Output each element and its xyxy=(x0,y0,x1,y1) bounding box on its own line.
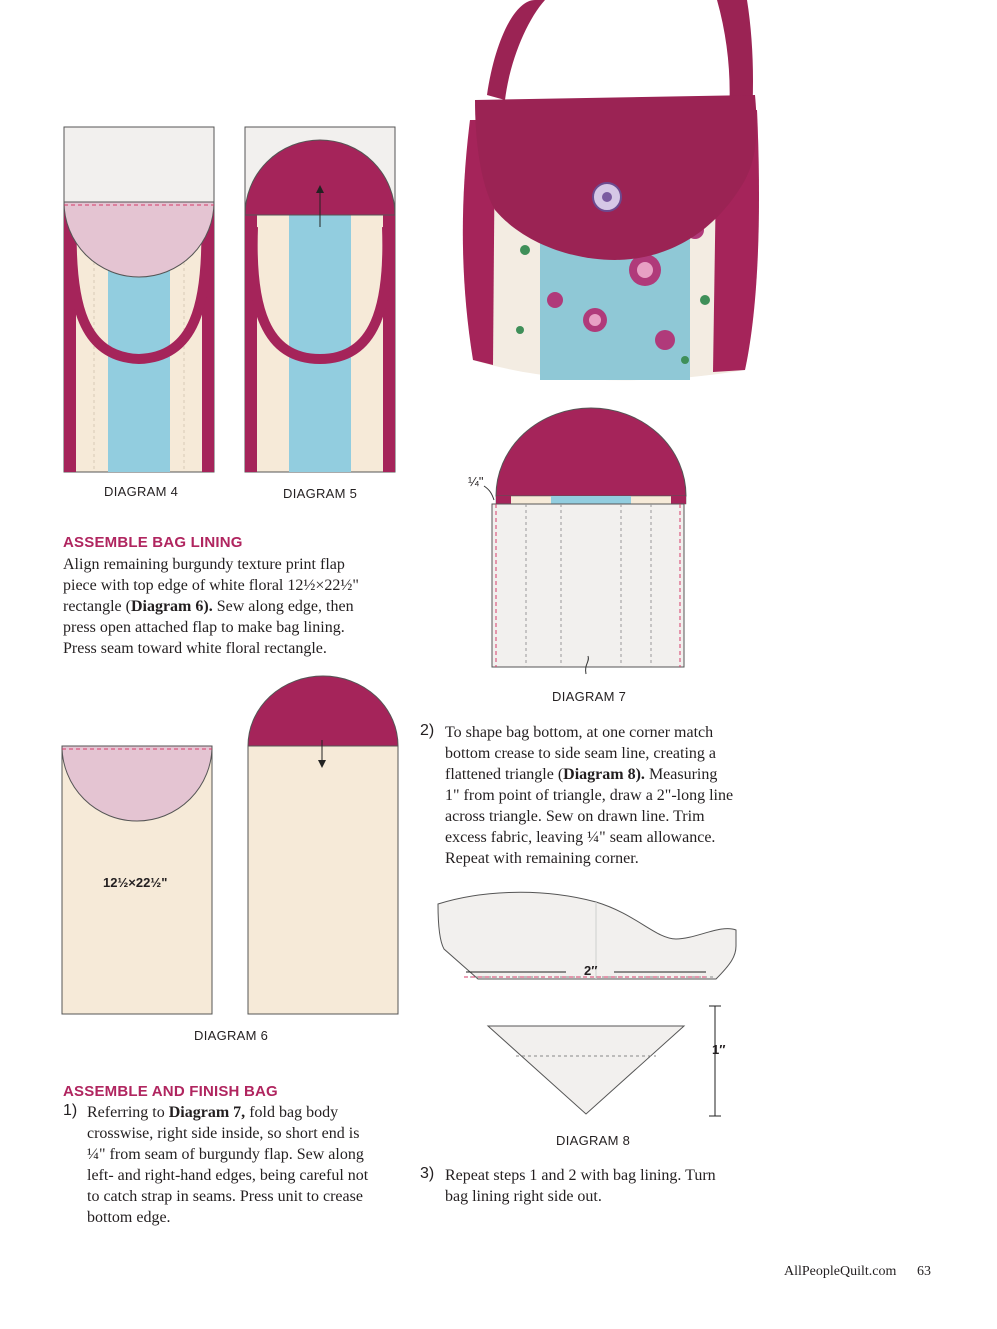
step-1-line-3: ¼" from seam of burgundy flap. Sew along xyxy=(87,1146,364,1163)
lining-line-4: press open attached flap to make bag lining. xyxy=(63,619,345,636)
step-1-line-6: bottom edge. xyxy=(87,1209,171,1226)
step-2-line-6: excess fabric, leaving ¼" seam allowance. xyxy=(445,829,716,846)
diagram-6 xyxy=(62,676,402,1016)
diagram-6-size-label: 12½×22½" xyxy=(103,875,168,890)
step-3-number: 3) xyxy=(420,1165,435,1182)
lining-diagram-6-ref: Diagram 6). xyxy=(130,598,213,615)
step-1-number: 1) xyxy=(63,1102,78,1119)
step-2-number: 2) xyxy=(420,722,435,739)
finish-heading: ASSEMBLE AND FINISH BAG xyxy=(63,1083,278,1100)
step-1-line-1 xyxy=(87,1102,407,1123)
step-2-text xyxy=(445,722,775,869)
diagram-8-one-inch-label: 1″ xyxy=(712,1042,726,1057)
diagram-8-two-inch-label: 2″ xyxy=(584,963,598,978)
lining-line-1: Align remaining burgundy texture print flap xyxy=(63,556,345,573)
lining-line-2: piece with top edge of white floral 12½×22½" xyxy=(63,577,359,594)
lining-line-5: Press seam toward white floral rectangle. xyxy=(63,640,327,657)
step-2-line-3-post: Measuring xyxy=(644,766,718,783)
diagram-7-caption: DIAGRAM 7 xyxy=(552,689,627,704)
lining-heading: ASSEMBLE BAG LINING xyxy=(63,534,243,551)
step-1-line-5: to catch strap in seams. Press unit to crease xyxy=(87,1188,363,1205)
bag-photo xyxy=(455,0,775,390)
diagram-7-quarter-label: ¼" xyxy=(468,474,484,489)
diagram-8 xyxy=(436,884,746,1129)
step-1-line-4: left- and right-hand edges, being careful not xyxy=(87,1167,369,1184)
lining-text xyxy=(63,554,403,659)
diagram-8-caption: DIAGRAM 8 xyxy=(556,1133,631,1148)
footer-site: AllPeopleQuilt.com xyxy=(784,1264,897,1279)
lining-line-3-pre: rectangle ( xyxy=(63,598,131,615)
step-2-line-7: Repeat with remaining corner. xyxy=(445,850,639,867)
page-number: 63 xyxy=(917,1264,931,1279)
step-3-line-1: Repeat steps 1 and 2 with bag lining. Turn xyxy=(445,1167,716,1184)
lining-line-3-post: Sew along edge, then xyxy=(212,598,354,615)
step-1-diagram-7-ref: Diagram 7, xyxy=(168,1104,246,1121)
step-2-line-3 xyxy=(445,764,775,785)
step-2-diagram-8-ref: Diagram 8). xyxy=(563,766,645,783)
step-1-line-2: crosswise, right side inside, so short end is xyxy=(87,1125,360,1142)
step-3-text xyxy=(445,1165,775,1207)
step-3-line-2: bag lining right side out. xyxy=(445,1188,602,1205)
diagram-6-caption: DIAGRAM 6 xyxy=(194,1028,269,1043)
step-2-line-4: 1" from point of triangle, draw a 2"-long line xyxy=(445,787,734,804)
diagram-5-caption: DIAGRAM 5 xyxy=(283,486,358,501)
step-1-line-1-pre: Referring to xyxy=(87,1104,169,1121)
diagram-5 xyxy=(245,127,395,472)
diagram-4-caption: DIAGRAM 4 xyxy=(104,484,179,499)
step-2-line-2: bottom crease to side seam line, creating a xyxy=(445,745,717,762)
diagram-7 xyxy=(466,406,691,671)
step-2-line-3-pre: flattened triangle ( xyxy=(445,766,564,783)
step-2-line-1: To shape bag bottom, at one corner match xyxy=(445,724,714,741)
lining-line-3 xyxy=(63,596,403,617)
diagram-4 xyxy=(64,127,214,472)
step-2-line-5: across triangle. Sew on drawn line. Trim xyxy=(445,808,705,825)
step-1-line-1-post: fold bag body xyxy=(245,1104,339,1121)
step-1-text xyxy=(87,1102,407,1228)
